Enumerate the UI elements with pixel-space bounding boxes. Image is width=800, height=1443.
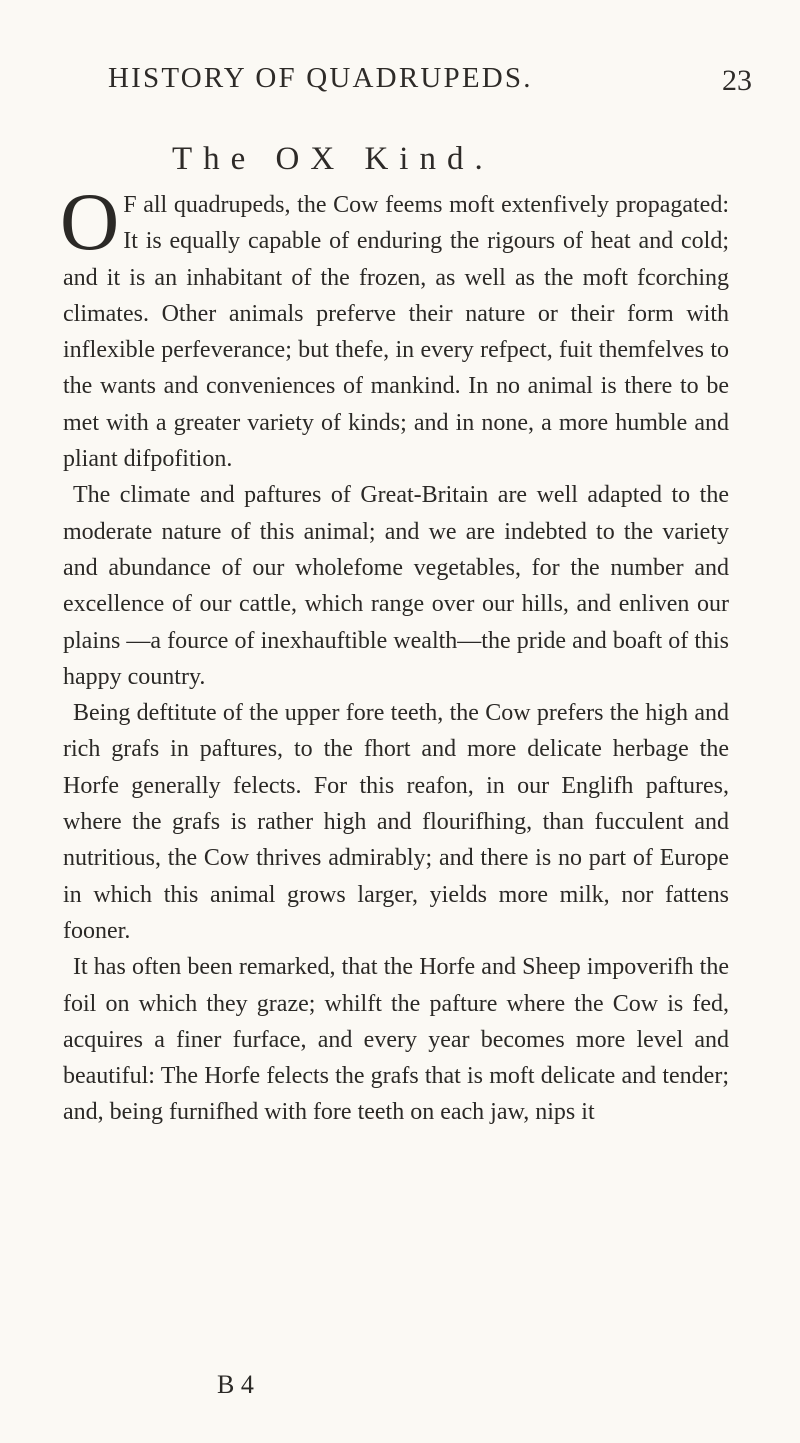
paragraph-3: Being deftitute of the upper fore teeth, the Cow prefers the high and rich grafs in paftures, to the fhort and more delicate herbage the Horfe generally felects. For this reafon, in our Englifh paftures, where the grafs is rather high and flourifhing, than fucculent and nutritious, the Cow thrives admirably; and there is no part of Europe in which this animal grows larger, yields more milk, nor fattens fooner. — [63, 700, 729, 944]
signature-mark: B 4 — [217, 1370, 254, 1399]
paragraph-1 — [60, 176, 729, 477]
page-number: 23 — [722, 64, 752, 97]
chapter-title: The OX Kind. — [172, 141, 494, 177]
body-text — [60, 176, 729, 1131]
paragraph-4: It has often been remarked, that the Horfe and Sheep impoverifh the foil on which they graze; whilft the pafture where the Cow is fed, acquires a finer furface, and every year becomes more level and beautiful: The Horfe felects the grafs that is moft delicate and tender; and, being furnifhed with fore teeth on each jaw, nips it — [63, 954, 729, 1126]
running-head-title: HISTORY OF QUADRUPEDS. — [108, 62, 533, 94]
drop-cap: O — [60, 176, 120, 267]
paragraph-2: The climate and paftures of Great-Britain are well adapted to the moderate nature of this animal; and we are indebted to the variety and abundance of our wholefome vegetables, for the number and excellence of our cattle, which range over our hills, and enliven our plains —a fource of inexhauftible wealth—the pride and boaft of this happy country. — [63, 482, 729, 690]
paragraph-1-text: F all quadrupeds, the Cow feems moft extenfively propagated: It is equally capable of enduring the rigours of heat and cold; and it is an inhabitant of the frozen, as well as the moft fcorching climates. Other animals preferve their nature or their form with inflexible perfeverance; but thefe, in every refpect, fuit themfelves to the wants and conveniences of mankind. In no animal is there to be met with a greater variety of kinds; and in none, a more humble and pliant difpofition. — [63, 192, 729, 473]
